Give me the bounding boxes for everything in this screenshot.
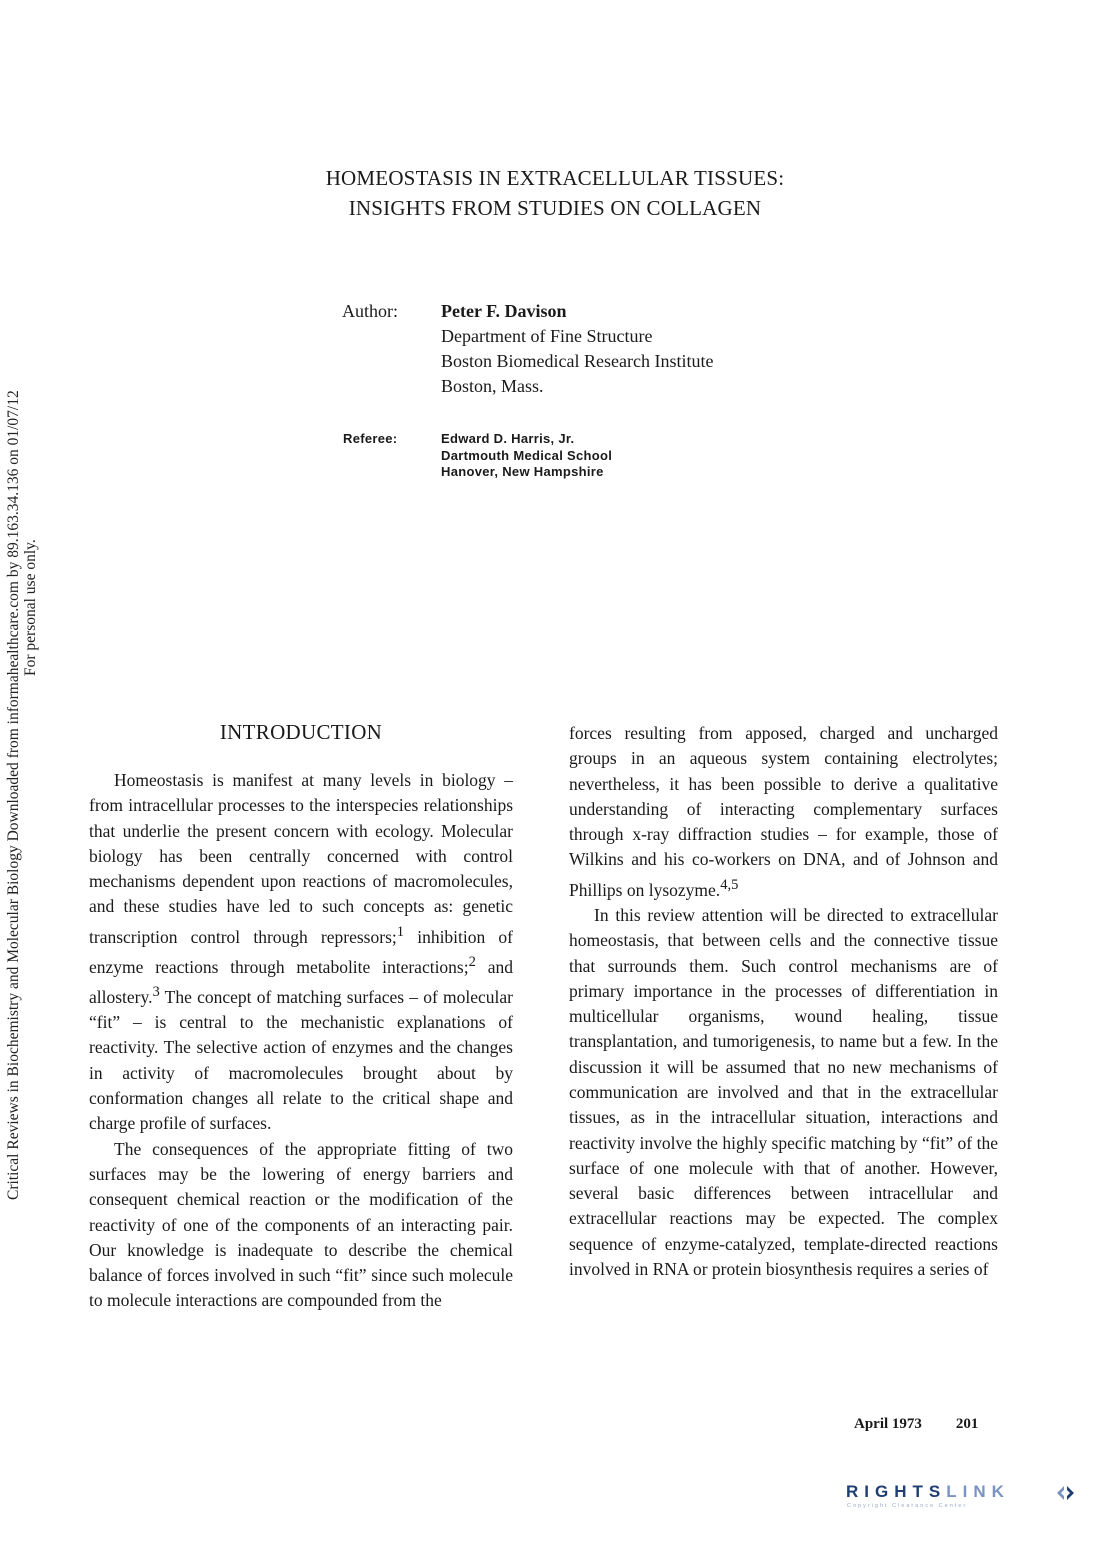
intro-paragraph-3: In this review attention will be directed to extracellular homeostasis, that between cells and the connective tissue that surrounds them. Such control mechanisms are of primary importance in the processes of differentiation in multicellular organisms, wound healing, tissue transplantation, and tumorigenesis, to name but a few. In the discussion it will be assumed that no new mechanisms of communication are involved and that in the extracellular tissues, as in the intracellular situation, interactions and reactivity involve the highly specific matching by “fit” of the surface of one molecule with that of another. However, several basic differences between intracellular and extracellular reactions may be expected. The complex sequence of enzyme-catalyzed, template-directed reactions involved in RNA or protein biosynthesis requires a series of — [569, 904, 998, 1280]
paper-title — [200, 163, 910, 223]
footnote-ref[interactable]: 3 — [152, 984, 160, 1001]
footnote-ref[interactable]: 1 — [396, 923, 405, 940]
page-footer — [854, 1416, 978, 1433]
author-name: Peter F. Davison — [441, 301, 567, 321]
rightslink-logo[interactable] — [846, 1482, 1078, 1512]
footnote-ref[interactable]: 2 — [468, 953, 476, 970]
footnote-ref[interactable]: 4,5 — [720, 876, 739, 893]
intro-paragraph-2: The consequences of the appropriate fitting of two surfaces may be the lowering of energy barriers and consequent chemical reaction or the modification of the reactivity of one of the components of an interacting pair. Our knowledge is inadequate to describe the chemical balance of forces involved in such “fit” since such molecule to molecule interactions are compounded from the — [89, 1138, 513, 1311]
rightslink-arrow-icon — [1054, 1483, 1078, 1503]
download-notice-line1: Critical Reviews in Biochemistry and Molecular Biology Downloaded from informahealthcare.com by 89.163.34.136 on 01/07/12 — [5, 390, 22, 1200]
intro-paragraph-1: Homeostasis is manifest at many levels in biology – from intracellular processes to the interspecies relationships that underlie the present concern with ecology. Molecular biology has been centrally concerned with control mechanisms dependent upon reactions of macromolecules, and these studies have led to such concepts as: genetic transcription control through repressors;$^1$ inhibition of enzyme reactions through metabolite interactions;$^2$ and allostery.$^3$ The concept of matching surfaces – of molecular “fit” – is central to the mechanistic explanations of reactivity. The selective action of enzymes and the changes in activity of macromolecules brought about by conformation changes all relate to the critical shape and charge profile of surfaces. — [89, 770, 513, 1134]
author-department: Department of Fine Structure — [441, 326, 653, 346]
left-column — [89, 719, 513, 1314]
intro-paragraph-2-continued: forces resulting from apposed, charged and uncharged groups in an aqueous system containing electrolytes; nevertheless, it has been possible to derive a qualitative understanding of interacting complementary surfaces through x-ray diffraction studies – for example, those of Wilkins and his co-workers on DNA, and of Johnson and Phillips on lysozyme.$^{4,5}$ — [569, 723, 998, 900]
referee-location: Hanover, New Hampshire — [441, 464, 604, 479]
author-location: Boston, Mass. — [441, 376, 544, 396]
rightslink-tagline: Copyright Clearance Center — [847, 1503, 968, 1509]
referee-institution: Dartmouth Medical School — [441, 447, 613, 463]
rightslink-rights: RIGHTS — [846, 1482, 947, 1501]
issue-date: April 1973 — [854, 1416, 922, 1432]
right-column — [569, 721, 998, 1282]
author-label: Author: — [342, 301, 398, 321]
page-number: 201 — [955, 1416, 979, 1432]
section-heading: INTRODUCTION — [219, 720, 383, 744]
download-notice — [0, 0, 45, 1543]
referee-label: Referee: — [343, 431, 398, 446]
author-institute: Boston Biomedical Research Institute — [441, 351, 714, 371]
rightslink-link: LINK — [946, 1482, 1010, 1501]
download-notice-line2: For personal use only. — [22, 539, 39, 676]
referee-name: Edward D. Harris, Jr. — [441, 431, 575, 446]
title-line2: INSIGHTS FROM STUDIES ON COLLAGEN — [348, 196, 762, 220]
title-line1: HOMEOSTASIS IN EXTRACELLULAR TISSUES: — [325, 166, 785, 190]
